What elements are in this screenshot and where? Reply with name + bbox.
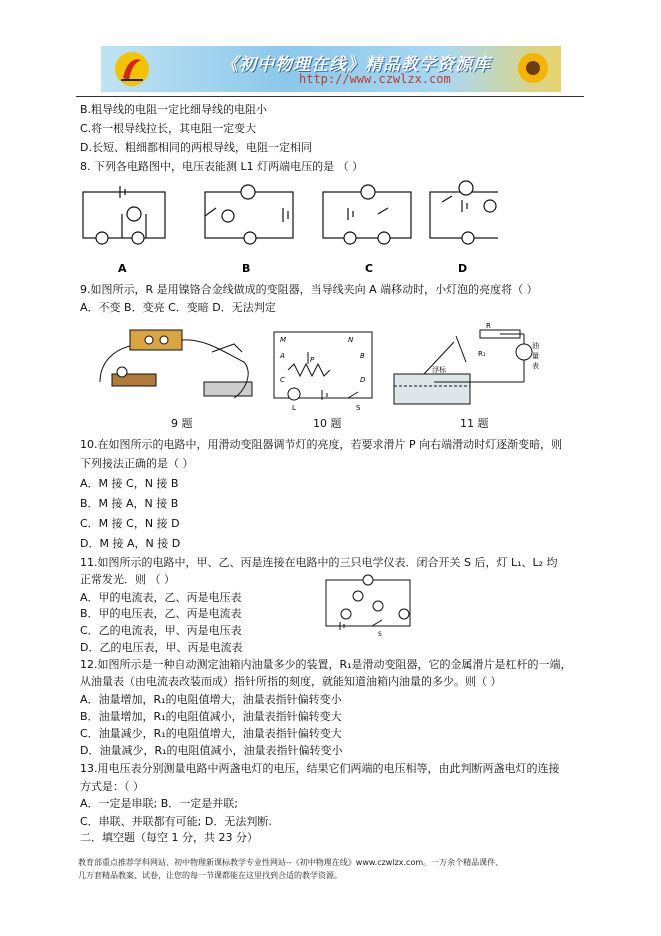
figures-9-10-11 [94, 322, 554, 414]
question-12-line-1: 12.如图所示是一种自动测定油箱内油量多少的装置，R₁是滑动变阻器，它的金属滑片是杠杆的一端， [80, 658, 572, 671]
svg-text:R₁: R₁ [478, 350, 486, 358]
svg-text:D: D [360, 376, 366, 384]
q11-option-d: D．乙的电压表，甲、丙是电流表 [80, 641, 243, 654]
q12-option-b: B．油量增加，R₁的电阻值减小，油量表指针偏转变大 [80, 710, 342, 723]
q7-option-c: C.将一根导线拉长，其电阻一定变大 [80, 122, 257, 135]
svg-text:C: C [280, 376, 285, 384]
q11-option-a: A．甲的电流表，乙、丙是电压表 [80, 591, 242, 604]
q12-option-a: A．油量增加，R₁的电阻值增大，油量表指针偏转变小 [80, 693, 342, 706]
svg-text:P: P [310, 356, 315, 364]
svg-text:S: S [356, 404, 361, 412]
q8-label-d: D [458, 262, 468, 275]
q11-option-c: C．乙的电流表，甲、丙是电压表 [80, 624, 242, 637]
q13-options-cd: C．串联、并联都有可能; D．无法判断. [80, 815, 272, 828]
q10-option-d: D．M 接 A，N 接 D [80, 537, 181, 550]
q8-label-b: B [242, 262, 251, 275]
header-banner [101, 46, 561, 92]
svg-text:N: N [348, 336, 354, 344]
footer-line-1: 教育部重点推荐学科网站、初中物理新课标教学专业性网站--《初中物理在线》www.czwlzx.com。一万余个精品课件、 [78, 858, 504, 867]
svg-text:S: S [378, 631, 382, 638]
svg-text:M: M [280, 336, 287, 344]
q8-label-c: C [365, 262, 374, 275]
q11-option-b: B．甲的电压表，乙、丙是电流表 [80, 607, 242, 620]
q10-option-a: A．M 接 C，N 接 B [80, 477, 179, 490]
svg-text:量: 量 [532, 352, 539, 360]
question-9: 9.如图所示，R 是用镍铬合金线做成的变阻器，当导线夹向 A 端移动时，小灯泡的亮度将（ ） [80, 283, 538, 296]
question-8: 8. 下列各电路图中，电压表能测 L1 灯两端电压的是 （ ） [80, 160, 364, 173]
svg-text:表: 表 [532, 362, 539, 370]
caption-fig-11: 11 题 [460, 417, 489, 430]
question-10-line-1: 10.在如图所示的电路中，用滑动变阻器调节灯的亮度，若要求滑片 P 向右端滑动时灯逐渐变暗，则 [80, 438, 563, 451]
svg-text:浮标: 浮标 [432, 366, 446, 374]
svg-text:L: L [292, 404, 296, 412]
q8-circuit-diagrams [78, 180, 498, 276]
svg-text:A: A [280, 352, 285, 360]
q10-option-c: C．M 接 C，N 接 D [80, 517, 180, 530]
question-13-line-2: 方式是：（ ） [80, 780, 144, 793]
section-2-title: 二．填空题（每空 1 分，共 23 分） [80, 831, 258, 844]
question-12-line-2: 从油量表（由电流表改装而成）指针所指的刻度，就能知道油箱内油量的多少。则（ ） [80, 675, 502, 688]
svg-text:B: B [360, 352, 365, 360]
caption-fig-9: 9 题 [171, 417, 193, 430]
q13-options-ab: A．一定是串联; B．一定是并联; [80, 797, 238, 810]
site-logo-icon [113, 50, 151, 88]
question-10-line-2: 下列接法正确的是（ ） [80, 457, 194, 470]
question-11-line-2: 正常发光．则 （ ） [80, 573, 175, 586]
header-rule [76, 96, 584, 97]
site-url[interactable]: http://www.czwlzx.com [299, 72, 451, 86]
svg-text:油: 油 [532, 342, 539, 350]
question-13-line-1: 13.用电压表分别测量电路中两盏电灯的电压，结果它们两端的电压相等，由此判断两盏电灯的连接 [80, 762, 560, 775]
svg-text:R: R [486, 322, 491, 330]
q12-option-c: C．油量减少，R₁的电阻值增大，油量表指针偏转变大 [80, 727, 342, 740]
q11-circuit-diagram [320, 570, 420, 638]
site-title: 《初中物理在线》精品教学资源库 [221, 55, 491, 75]
q12-option-d: D．油量减少，R₁的电阻值减小，油量表指针偏转变小 [80, 744, 343, 757]
question-11-line-1: 11.如图所示的电路中，甲、乙、丙是连接在电路中的三只电学仪表．闭合开关 S 后，灯 L₁、L₂ 均 [80, 556, 558, 569]
footer-line-2: 几万套精品教案、试卷，让您的每一节课都能在这里找到合适的教学资源。 [78, 871, 342, 880]
sunflower-icon [511, 48, 555, 90]
q10-option-b: B．M 接 A，N 接 B [80, 497, 179, 510]
q7-option-b: B.粗导线的电阻一定比细导线的电阻小 [80, 103, 268, 116]
q7-option-d: D.长短、粗细都相同的两根导线，电阻一定相同 [80, 141, 312, 154]
question-9-options: A．不变 B．变亮 C．变暗 D．无法判定 [80, 301, 276, 314]
q8-label-a: A [118, 262, 127, 275]
caption-fig-10: 10 题 [313, 417, 342, 430]
